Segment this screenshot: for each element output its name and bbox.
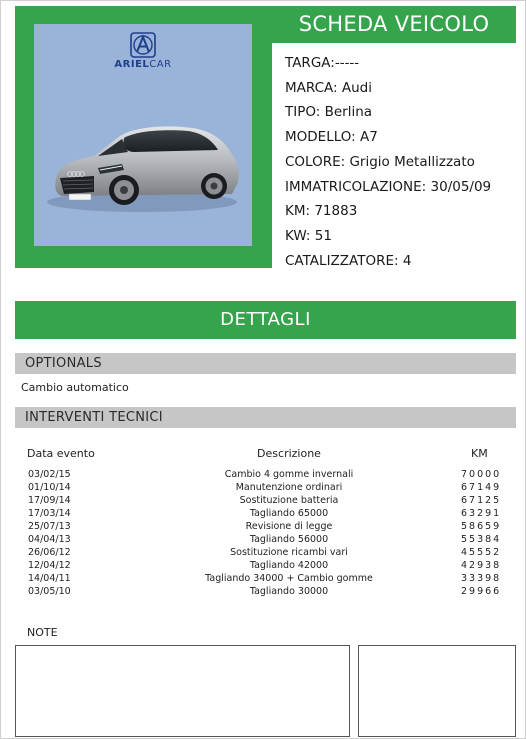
info-modello: MODELLO: A7 [285, 129, 378, 146]
info-kw: KW: 51 [285, 227, 332, 244]
row-date: 01/10/14 [28, 482, 71, 493]
table-row [1, 494, 526, 507]
interventi-header: INTERVENTI TECNICI [15, 407, 516, 428]
row-km: 29966 [461, 586, 502, 597]
logo-wordmark [34, 59, 252, 70]
table-row [1, 507, 526, 520]
table-row [1, 546, 526, 559]
row-date: 17/09/14 [28, 495, 71, 506]
row-km: 45552 [461, 547, 502, 558]
info-colore: COLORE: Grigio Metallizzato [285, 153, 475, 170]
row-km: 55384 [461, 534, 502, 545]
table-row [1, 481, 526, 494]
optionals-header: OPTIONALS [15, 353, 516, 374]
row-date: 04/04/13 [28, 534, 71, 545]
table-row [1, 585, 526, 598]
logo-a-icon [130, 32, 156, 58]
info-marca: MARCA: Audi [285, 79, 372, 96]
table-row [1, 520, 526, 533]
row-date: 26/06/12 [28, 547, 71, 558]
row-description: Tagliando 56000 [249, 534, 329, 545]
logo-text-thin: CAR [149, 59, 172, 70]
row-description: Tagliando 65000 [249, 508, 329, 519]
info-tipo: TIPO: Berlina [285, 104, 373, 121]
row-km: 67149 [461, 482, 502, 493]
notes-box-side[interactable] [358, 645, 516, 737]
optionals-text: Cambio automatico [21, 381, 129, 394]
info-km: KM: 71883 [285, 203, 358, 220]
row-description: Manutenzione ordinari [235, 482, 343, 493]
row-km: 33398 [461, 573, 502, 584]
vehicle-info-panel [272, 43, 516, 268]
row-description: Sostituzione ricambi vari [230, 547, 348, 558]
row-description: Tagliando 42000 [249, 560, 329, 571]
interventi-table [1, 468, 526, 598]
row-date: 14/04/11 [28, 573, 71, 584]
row-description: Revisione di legge [245, 521, 333, 532]
row-km: 63291 [461, 508, 502, 519]
table-row [1, 533, 526, 546]
vehicle-photo [34, 24, 252, 246]
info-immatricolazione: IMMATRICOLAZIONE: 30/05/09 [285, 178, 492, 195]
page-title: SCHEDA VEICOLO [298, 12, 490, 36]
row-km: 67125 [461, 495, 502, 506]
car-image [42, 102, 246, 222]
details-header: DETTAGLI [15, 301, 516, 339]
row-km: 42938 [461, 560, 502, 571]
row-km: 70000 [461, 469, 502, 480]
row-date: 12/04/12 [28, 560, 71, 571]
table-row [1, 572, 526, 585]
column-header-date: Data evento [27, 447, 95, 460]
row-description: Tagliando 34000 + Cambio gomme [205, 573, 373, 584]
table-row [1, 468, 526, 481]
row-date: 25/07/13 [28, 521, 71, 532]
table-row [1, 559, 526, 572]
row-km: 58659 [461, 521, 502, 532]
row-date: 03/05/10 [28, 586, 71, 597]
row-description: Tagliando 30000 [249, 586, 329, 597]
logo-text-bold: ARIEL [114, 59, 150, 70]
column-header-description: Descrizione [257, 447, 321, 460]
row-description: Cambio 4 gomme invernali [224, 469, 354, 480]
row-description: Sostituzione batteria [239, 495, 339, 506]
brand-logo [34, 32, 252, 70]
row-date: 17/03/14 [28, 508, 71, 519]
notes-box-main[interactable] [15, 645, 350, 737]
info-catalizzatore: CATALIZZATORE: 4 [285, 252, 412, 269]
notes-label: NOTE [27, 626, 58, 639]
column-header-km: KM [471, 447, 488, 460]
info-targa: TARGA:----- [285, 55, 360, 71]
row-date: 03/02/15 [28, 469, 71, 480]
